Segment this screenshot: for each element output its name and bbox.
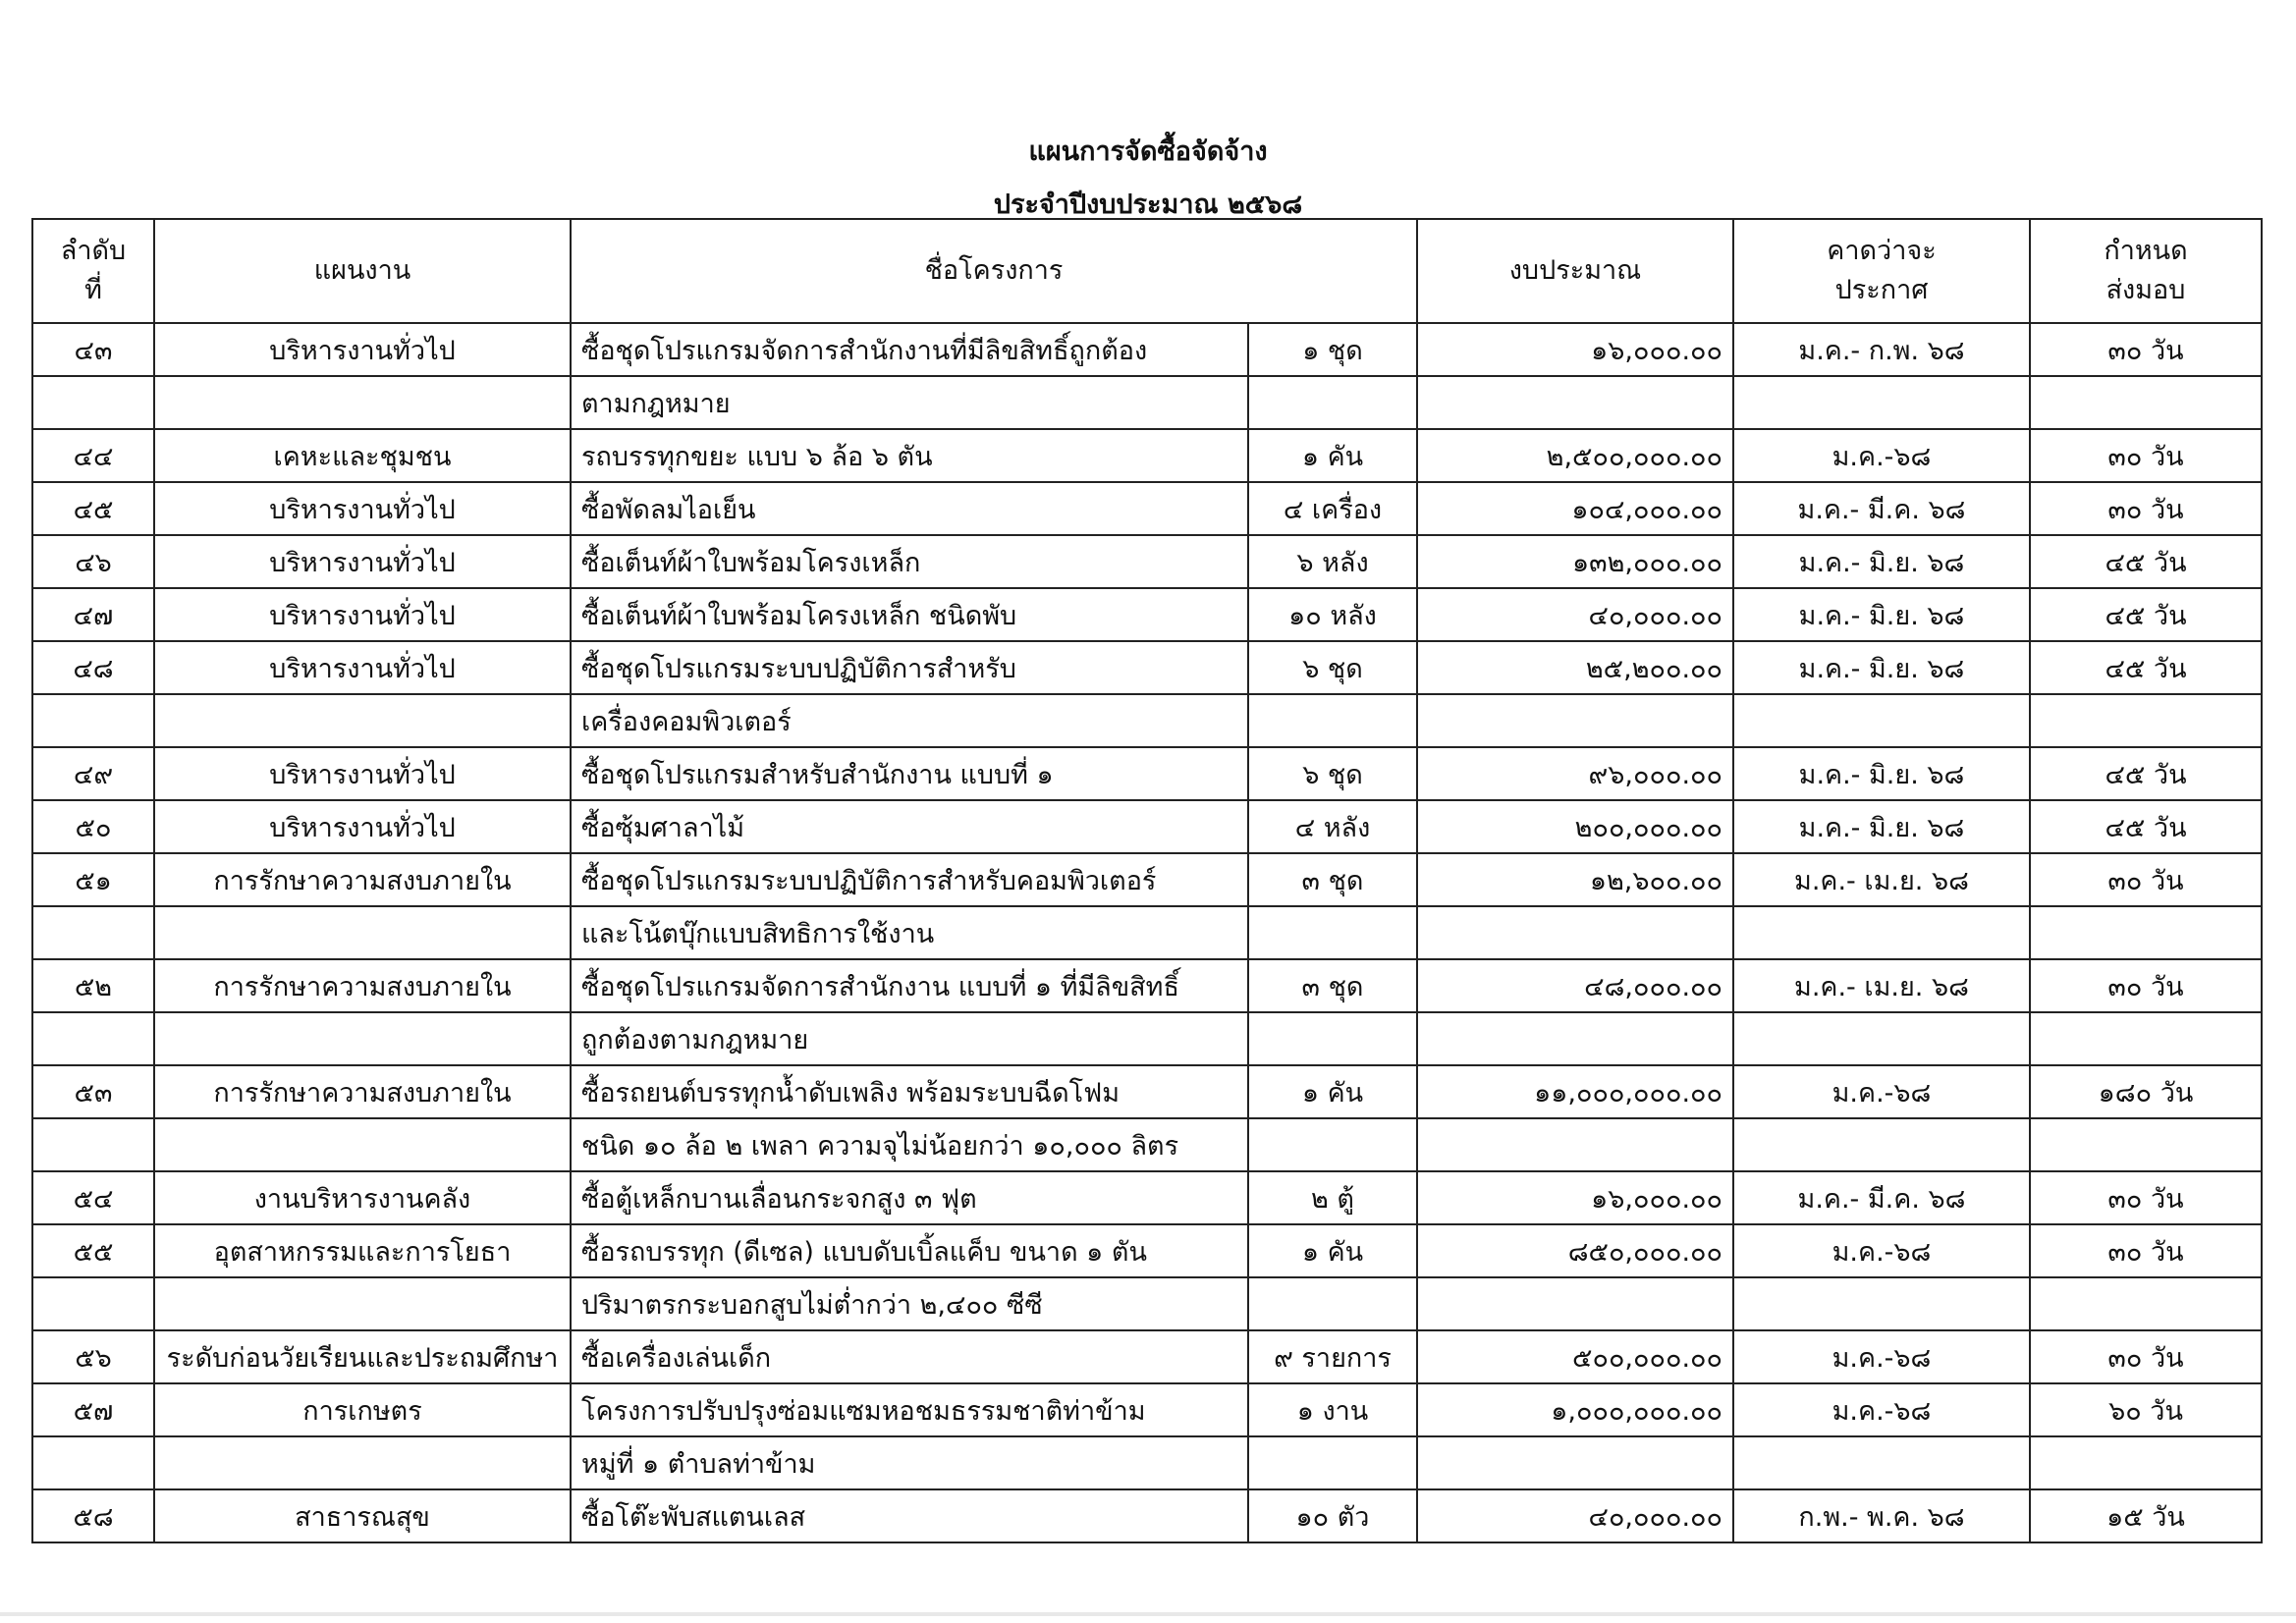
cell-quantity: ๙ รายการ	[1248, 1330, 1417, 1383]
cell-project: ซื้อชุดโปรแกรมระบบปฏิบัติการสำหรับคอมพิวเตอร์	[571, 853, 1248, 906]
cell-announce: ม.ค.-๖๘	[1733, 1330, 2030, 1383]
header-budget: งบประมาณ	[1417, 219, 1733, 323]
cell-announce: ม.ค.-๖๘	[1733, 429, 2030, 482]
cell-deliver: ๖๐ วัน	[2030, 1383, 2262, 1436]
cell-quantity: ๑ ชุด	[1248, 323, 1417, 376]
cell-budget	[1417, 1012, 1733, 1065]
table-row	[32, 482, 2262, 535]
cell-deliver: ๑๕ วัน	[2030, 1489, 2262, 1542]
cell-announce: ม.ค.- มิ.ย. ๖๘	[1733, 535, 2030, 588]
cell-announce: ม.ค.- ก.พ. ๖๘	[1733, 323, 2030, 376]
cell-deliver	[2030, 906, 2262, 959]
cell-quantity: ๔ เครื่อง	[1248, 482, 1417, 535]
cell-budget: ๒๕,๒๐๐.๐๐	[1417, 641, 1733, 694]
cell-project: รถบรรทุกขยะ แบบ ๖ ล้อ ๖ ตัน	[571, 429, 1248, 482]
cell-quantity	[1248, 1012, 1417, 1065]
cell-project: ซื้อรถยนต์บรรทุกน้ำดับเพลิง พร้อมระบบฉีดโฟม	[571, 1065, 1248, 1118]
cell-deliver: ๓๐ วัน	[2030, 429, 2262, 482]
cell-deliver: ๔๕ วัน	[2030, 588, 2262, 641]
cell-department: การรักษาความสงบภายใน	[154, 959, 571, 1012]
cell-budget: ๔๘,๐๐๐.๐๐	[1417, 959, 1733, 1012]
table-row	[32, 853, 2262, 906]
cell-deliver: ๔๕ วัน	[2030, 641, 2262, 694]
cell-project: ซื้อชุดโปรแกรมจัดการสำนักงานที่มีลิขสิทธิ์ถูกต้อง	[571, 323, 1248, 376]
cell-no: ๕๐	[32, 800, 154, 853]
cell-quantity: ๑ คัน	[1248, 1065, 1417, 1118]
cell-quantity: ๑ งาน	[1248, 1383, 1417, 1436]
cell-department: บริหารงานทั่วไป	[154, 588, 571, 641]
cell-announce: ม.ค.-๖๘	[1733, 1383, 2030, 1436]
table-row	[32, 1224, 2262, 1277]
cell-no: ๔๔	[32, 429, 154, 482]
cell-deliver	[2030, 1012, 2262, 1065]
cell-announce	[1733, 1012, 2030, 1065]
cell-deliver: ๓๐ วัน	[2030, 853, 2262, 906]
cell-quantity	[1248, 906, 1417, 959]
cell-department	[154, 1436, 571, 1489]
cell-budget	[1417, 1436, 1733, 1489]
cell-department: สาธารณสุข	[154, 1489, 571, 1542]
cell-budget: ๔๐,๐๐๐.๐๐	[1417, 1489, 1733, 1542]
cell-project: ซื้อรถบรรทุก (ดีเซล) แบบดับเบิ้ลแค็บ ขนาด ๑ ตัน	[571, 1224, 1248, 1277]
cell-announce	[1733, 1118, 2030, 1171]
cell-no	[32, 906, 154, 959]
cell-project: ถูกต้องตามกฎหมาย	[571, 1012, 1248, 1065]
cell-deliver: ๓๐ วัน	[2030, 959, 2262, 1012]
cell-deliver: ๓๐ วัน	[2030, 1171, 2262, 1224]
cell-project: ซื้อซุ้มศาลาไม้	[571, 800, 1248, 853]
cell-department: บริหารงานทั่วไป	[154, 323, 571, 376]
cell-deliver: ๓๐ วัน	[2030, 1224, 2262, 1277]
cell-department: บริหารงานทั่วไป	[154, 747, 571, 800]
cell-budget: ๒๐๐,๐๐๐.๐๐	[1417, 800, 1733, 853]
cell-deliver: ๑๘๐ วัน	[2030, 1065, 2262, 1118]
cell-department: บริหารงานทั่วไป	[154, 482, 571, 535]
cell-department	[154, 1012, 571, 1065]
cell-department: ระดับก่อนวัยเรียนและประถมศึกษา	[154, 1330, 571, 1383]
cell-budget: ๑๖,๐๐๐.๐๐	[1417, 1171, 1733, 1224]
cell-project: หมู่ที่ ๑ ตำบลท่าข้าม	[571, 1436, 1248, 1489]
cell-budget: ๑,๐๐๐,๐๐๐.๐๐	[1417, 1383, 1733, 1436]
header-announce: คาดว่าจะ ประกาศ	[1733, 219, 2030, 323]
table-row	[32, 588, 2262, 641]
cell-budget	[1417, 694, 1733, 747]
cell-quantity: ๖ ชุด	[1248, 747, 1417, 800]
cell-budget: ๑๖,๐๐๐.๐๐	[1417, 323, 1733, 376]
table-row	[32, 535, 2262, 588]
cell-no: ๕๖	[32, 1330, 154, 1383]
cell-project: ซื้อเต็นท์ผ้าใบพร้อมโครงเหล็ก	[571, 535, 1248, 588]
cell-department: บริหารงานทั่วไป	[154, 800, 571, 853]
cell-quantity	[1248, 694, 1417, 747]
table-row	[32, 1383, 2262, 1436]
table-row	[32, 429, 2262, 482]
cell-department: การเกษตร	[154, 1383, 571, 1436]
cell-no: ๔๘	[32, 641, 154, 694]
cell-deliver: ๔๕ วัน	[2030, 535, 2262, 588]
cell-no	[32, 1118, 154, 1171]
cell-announce	[1733, 1277, 2030, 1330]
cell-quantity	[1248, 376, 1417, 429]
cell-announce: ม.ค.- มี.ค. ๖๘	[1733, 1171, 2030, 1224]
cell-announce: ม.ค.-๖๘	[1733, 1224, 2030, 1277]
procurement-plan-table	[31, 218, 2263, 1543]
cell-project: และโน้ตบุ๊กแบบสิทธิการใช้งาน	[571, 906, 1248, 959]
cell-deliver: ๔๕ วัน	[2030, 747, 2262, 800]
table-row	[32, 694, 2262, 747]
table-row	[32, 1277, 2262, 1330]
cell-budget: ๕๐๐,๐๐๐.๐๐	[1417, 1330, 1733, 1383]
cell-quantity	[1248, 1436, 1417, 1489]
cell-project: ซื้อชุดโปรแกรมจัดการสำนักงาน แบบที่ ๑ ที่มีลิขสิทธิ์	[571, 959, 1248, 1012]
table-row	[32, 1012, 2262, 1065]
cell-budget: ๘๕๐,๐๐๐.๐๐	[1417, 1224, 1733, 1277]
cell-budget	[1417, 906, 1733, 959]
cell-announce: ก.พ.- พ.ค. ๖๘	[1733, 1489, 2030, 1542]
cell-deliver	[2030, 694, 2262, 747]
cell-quantity	[1248, 1277, 1417, 1330]
cell-announce: ม.ค.- มิ.ย. ๖๘	[1733, 641, 2030, 694]
cell-deliver: ๓๐ วัน	[2030, 482, 2262, 535]
cell-department: อุตสาหกรรมและการโยธา	[154, 1224, 571, 1277]
cell-quantity: ๑๐ หลัง	[1248, 588, 1417, 641]
cell-quantity: ๑ คัน	[1248, 1224, 1417, 1277]
cell-department	[154, 1277, 571, 1330]
cell-no: ๕๒	[32, 959, 154, 1012]
table-row	[32, 1118, 2262, 1171]
cell-budget: ๙๖,๐๐๐.๐๐	[1417, 747, 1733, 800]
table-row	[32, 747, 2262, 800]
table-row	[32, 323, 2262, 376]
cell-budget: ๑๑,๐๐๐,๐๐๐.๐๐	[1417, 1065, 1733, 1118]
cell-quantity: ๑ คัน	[1248, 429, 1417, 482]
cell-deliver: ๔๕ วัน	[2030, 800, 2262, 853]
cell-no: ๔๓	[32, 323, 154, 376]
page-bottom-edge	[0, 1612, 2296, 1616]
cell-no: ๔๗	[32, 588, 154, 641]
cell-no: ๕๑	[32, 853, 154, 906]
table-row	[32, 376, 2262, 429]
cell-announce: ม.ค.- เม.ย. ๖๘	[1733, 959, 2030, 1012]
cell-quantity: ๖ หลัง	[1248, 535, 1417, 588]
header-deliver: กำหนด ส่งมอบ	[2030, 219, 2262, 323]
cell-project: ซื้อชุดโปรแกรมระบบปฏิบัติการสำหรับ	[571, 641, 1248, 694]
table-header-row	[32, 219, 2262, 323]
cell-quantity: ๔ หลัง	[1248, 800, 1417, 853]
cell-announce: ม.ค.- มิ.ย. ๖๘	[1733, 800, 2030, 853]
document-subtitle: ประจำปีงบประมาณ ๒๕๖๘	[993, 189, 1303, 220]
cell-announce: ม.ค.- มิ.ย. ๖๘	[1733, 747, 2030, 800]
header-no: ลำดับ ที่	[32, 219, 154, 323]
cell-no: ๕๕	[32, 1224, 154, 1277]
table-row	[32, 800, 2262, 853]
cell-deliver	[2030, 1118, 2262, 1171]
cell-project: ซื้อโต๊ะพับสแตนเลส	[571, 1489, 1248, 1542]
table-row	[32, 1436, 2262, 1489]
cell-announce: ม.ค.- มี.ค. ๖๘	[1733, 482, 2030, 535]
cell-no	[32, 1012, 154, 1065]
cell-project: ซื้อเครื่องเล่นเด็ก	[571, 1330, 1248, 1383]
cell-budget	[1417, 1118, 1733, 1171]
cell-no: ๔๙	[32, 747, 154, 800]
table-row	[32, 1065, 2262, 1118]
cell-no	[32, 1277, 154, 1330]
cell-no: ๕๓	[32, 1065, 154, 1118]
header-project: ชื่อโครงการ	[571, 219, 1417, 323]
cell-quantity: ๓ ชุด	[1248, 853, 1417, 906]
cell-no: ๔๕	[32, 482, 154, 535]
cell-budget: ๑๐๔,๐๐๐.๐๐	[1417, 482, 1733, 535]
cell-department: การรักษาความสงบภายใน	[154, 853, 571, 906]
cell-department: งานบริหารงานคลัง	[154, 1171, 571, 1224]
cell-project: ซื้อชุดโปรแกรมสำหรับสำนักงาน แบบที่ ๑	[571, 747, 1248, 800]
cell-budget: ๔๐,๐๐๐.๐๐	[1417, 588, 1733, 641]
cell-announce: ม.ค.-๖๘	[1733, 1065, 2030, 1118]
cell-department	[154, 1118, 571, 1171]
cell-quantity: ๖ ชุด	[1248, 641, 1417, 694]
document-title: แผนการจัดซื้อจัดจ้าง	[1028, 136, 1268, 167]
cell-deliver: ๓๐ วัน	[2030, 323, 2262, 376]
cell-announce	[1733, 1436, 2030, 1489]
cell-deliver	[2030, 1277, 2262, 1330]
cell-project: ชนิด ๑๐ ล้อ ๒ เพลา ความจุไม่น้อยกว่า ๑๐,๐๐๐ ลิตร	[571, 1118, 1248, 1171]
cell-announce	[1733, 906, 2030, 959]
table-row	[32, 1171, 2262, 1224]
cell-no: ๕๔	[32, 1171, 154, 1224]
cell-budget	[1417, 1277, 1733, 1330]
cell-budget: ๑๓๒,๐๐๐.๐๐	[1417, 535, 1733, 588]
cell-deliver	[2030, 376, 2262, 429]
cell-announce: ม.ค.- เม.ย. ๖๘	[1733, 853, 2030, 906]
cell-quantity	[1248, 1118, 1417, 1171]
cell-deliver	[2030, 1436, 2262, 1489]
cell-no	[32, 376, 154, 429]
cell-deliver: ๓๐ วัน	[2030, 1330, 2262, 1383]
cell-quantity: ๒ ตู้	[1248, 1171, 1417, 1224]
cell-project: ซื้อเต็นท์ผ้าใบพร้อมโครงเหล็ก ชนิดพับ	[571, 588, 1248, 641]
cell-department: บริหารงานทั่วไป	[154, 641, 571, 694]
cell-no	[32, 694, 154, 747]
cell-project: ตามกฎหมาย	[571, 376, 1248, 429]
header-department: แผนงาน	[154, 219, 571, 323]
cell-quantity: ๑๐ ตัว	[1248, 1489, 1417, 1542]
cell-no: ๕๗	[32, 1383, 154, 1436]
cell-announce	[1733, 694, 2030, 747]
cell-department: เคหะและชุมชน	[154, 429, 571, 482]
table-row	[32, 1489, 2262, 1542]
cell-project: เครื่องคอมพิวเตอร์	[571, 694, 1248, 747]
cell-project: ซื้อพัดลมไอเย็น	[571, 482, 1248, 535]
cell-department	[154, 906, 571, 959]
cell-project: ซื้อตู้เหล็กบานเลื่อนกระจกสูง ๓ ฟุต	[571, 1171, 1248, 1224]
table-row	[32, 906, 2262, 959]
cell-budget	[1417, 376, 1733, 429]
cell-quantity: ๓ ชุด	[1248, 959, 1417, 1012]
table-row	[32, 959, 2262, 1012]
cell-budget: ๑๒,๖๐๐.๐๐	[1417, 853, 1733, 906]
cell-no: ๔๖	[32, 535, 154, 588]
cell-department	[154, 376, 571, 429]
cell-budget: ๒,๕๐๐,๐๐๐.๐๐	[1417, 429, 1733, 482]
cell-announce	[1733, 376, 2030, 429]
table-row	[32, 641, 2262, 694]
cell-no	[32, 1436, 154, 1489]
table-row	[32, 1330, 2262, 1383]
cell-no: ๕๘	[32, 1489, 154, 1542]
cell-department: การรักษาความสงบภายใน	[154, 1065, 571, 1118]
cell-department: บริหารงานทั่วไป	[154, 535, 571, 588]
cell-announce: ม.ค.- มิ.ย. ๖๘	[1733, 588, 2030, 641]
cell-project: ปริมาตรกระบอกสูบไม่ต่ำกว่า ๒,๔๐๐ ซีซี	[571, 1277, 1248, 1330]
cell-department	[154, 694, 571, 747]
cell-project: โครงการปรับปรุงซ่อมแซมหอชมธรรมชาติท่าข้าม	[571, 1383, 1248, 1436]
